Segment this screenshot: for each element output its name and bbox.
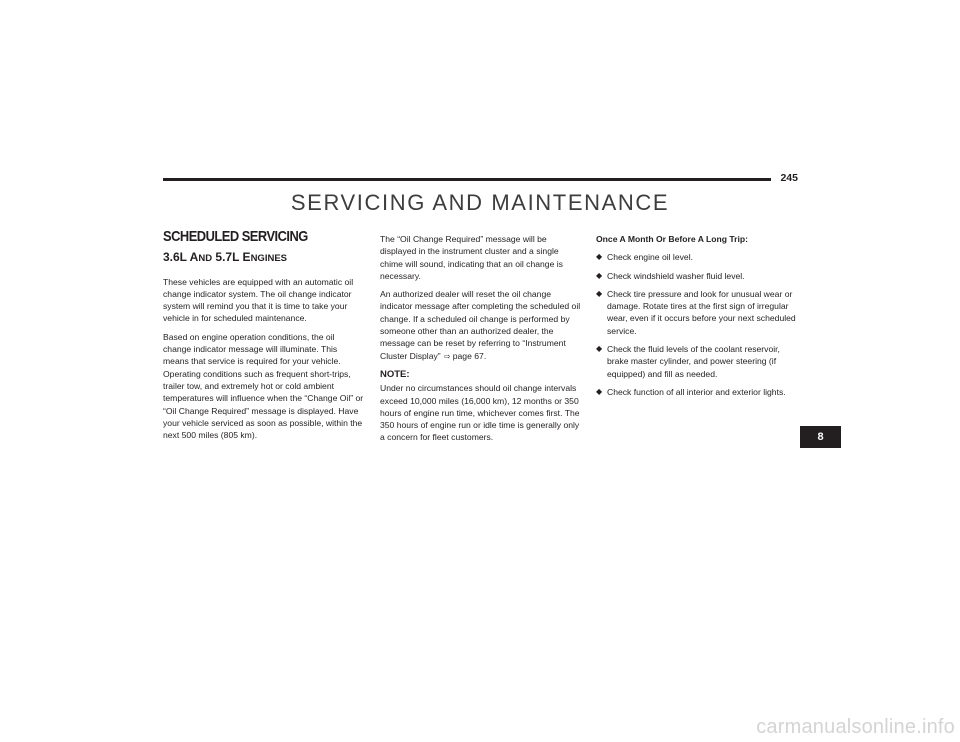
column-3 (596, 233, 801, 404)
chapter-title: SERVICING AND MAINTENANCE (290, 190, 670, 215)
paragraph: These vehicles are equipped with an automatic oil change indicator system. The oil change indicator system will remind you that it is time to take your vehicle in for scheduled maintenance. (163, 276, 354, 324)
chapter-tab[interactable]: 8 (800, 426, 841, 448)
column-2 (380, 233, 582, 450)
diamond-bullet-icon: ◆ (596, 252, 603, 262)
header-rule (163, 178, 771, 181)
watermark: carmanualsonline.info (756, 716, 955, 738)
list-item (596, 251, 801, 263)
paragraph-text: An authorized dealer will reset the oil change indicator message after completing the scheduled oil change. If a scheduled oil change is performed by someone other than an authorized dealer, the message can be reset by referring to “Instrument Cluster Display” (380, 289, 581, 361)
section-heading: SCHEDULED SERVICING (163, 228, 308, 245)
note-label: NOTE: (380, 368, 410, 380)
checklist (596, 251, 801, 398)
list-item (596, 386, 801, 398)
column-1 (163, 228, 365, 447)
paragraph (380, 288, 582, 363)
arrow-right-icon: ⇨ (444, 351, 451, 361)
subheading-text-4: NGINES (250, 253, 287, 265)
list-item-text: Check windshield washer fluid level. (607, 270, 745, 281)
page-reference-link[interactable]: page 67. (452, 350, 487, 361)
diamond-bullet-icon: ◆ (596, 270, 603, 280)
list-item (596, 343, 801, 380)
diamond-bullet-icon: ◆ (596, 386, 603, 396)
subheading-text-1: 3.6L A (163, 250, 199, 265)
note-text: Under no circumstances should oil change intervals exceed 10,000 miles (16,000 km), 12 months or 350 hours of engine run time, whichever comes first. The 350 hours of engine run or idle time is generally only a concern for fleet customers. (380, 383, 580, 443)
engine-subheading (163, 251, 365, 265)
paragraph: The “Oil Change Required” message will be displayed in the instrument cluster and a single chime will sound, indicating that an oil change is necessary. (380, 234, 563, 281)
list-item-text: Check function of all interior and exterior lights. (607, 386, 786, 397)
list-item (596, 288, 801, 337)
page-number: 245 (780, 172, 798, 184)
checklist-title: Once A Month Or Before A Long Trip: (596, 234, 748, 244)
diamond-bullet-icon: ◆ (596, 344, 603, 354)
list-item-text: Check engine oil level. (607, 252, 693, 263)
list-item-text: Check tire pressure and look for unusual wear or damage. Rotate tires at the first sign of irregular wear, even if it occurs before your next scheduled service. (607, 288, 796, 336)
subheading-text-2: ND (198, 253, 213, 265)
subheading-text-3: 5.7L E (212, 250, 251, 265)
list-item (596, 270, 801, 282)
paragraph: Based on engine operation conditions, the oil change indicator message will illuminate. This means that service is required for your vehicle. Operating conditions such as frequent short-trips, trailer tow, and extremely hot or cold ambient temperatures will influence when the “Change Oil” or “Oil Change Required” message is displayed. Have your vehicle serviced as soon as possible, within the next 500 miles (805 km). (163, 331, 364, 441)
diamond-bullet-icon: ◆ (596, 288, 603, 298)
list-item-text: Check the fluid levels of the coolant reservoir, brake master cylinder, and power steering (if equipped) and fill as needed. (607, 344, 780, 379)
